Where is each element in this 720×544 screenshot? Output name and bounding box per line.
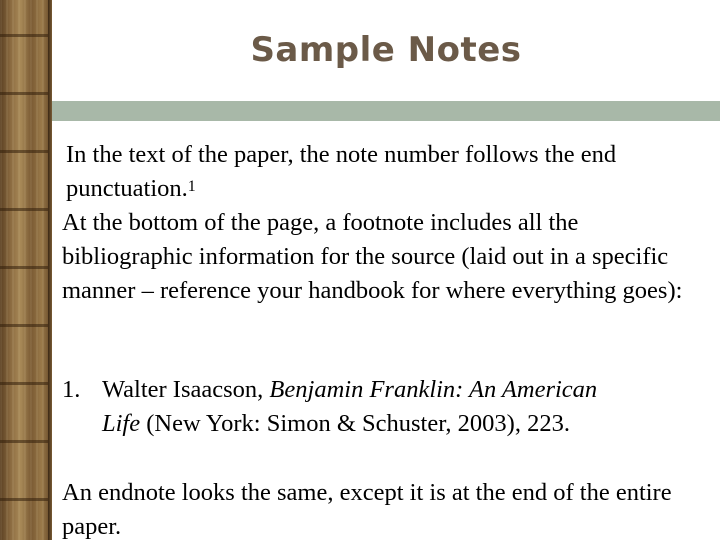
footnote-citation <box>62 373 702 441</box>
sample-footnote <box>62 373 702 441</box>
paragraph-note-number-text: In the text of the paper, the note number follows the end punctuation. <box>66 141 617 202</box>
footnote-book-title-line2: Life <box>102 410 141 437</box>
superscript-note-number: 1 <box>187 178 196 195</box>
footnote-number: 1. <box>62 376 81 403</box>
paragraph-footnote-description: At the bottom of the page, a footnote includes all the bibliographic information for the source (laid out in a specific manner – reference your handbook for where everything goes): <box>62 209 683 304</box>
slide-title: Sample Notes <box>250 30 522 70</box>
paragraph-note-number <box>62 138 706 206</box>
footnote-publication-info: (New York: Simon & Schuster, 2003), 223. <box>140 410 570 437</box>
bamboo-border-edge <box>48 0 52 540</box>
title-divider-bar <box>52 101 720 121</box>
paragraph-endnote-description: An endnote looks the same, except it is at the end of the entire paper. <box>62 479 672 540</box>
footnote-book-title-line1: Benjamin Franklin: An American <box>269 376 598 403</box>
footnote-author: Walter Isaacson, <box>102 376 270 403</box>
bamboo-border-decoration <box>0 0 52 540</box>
